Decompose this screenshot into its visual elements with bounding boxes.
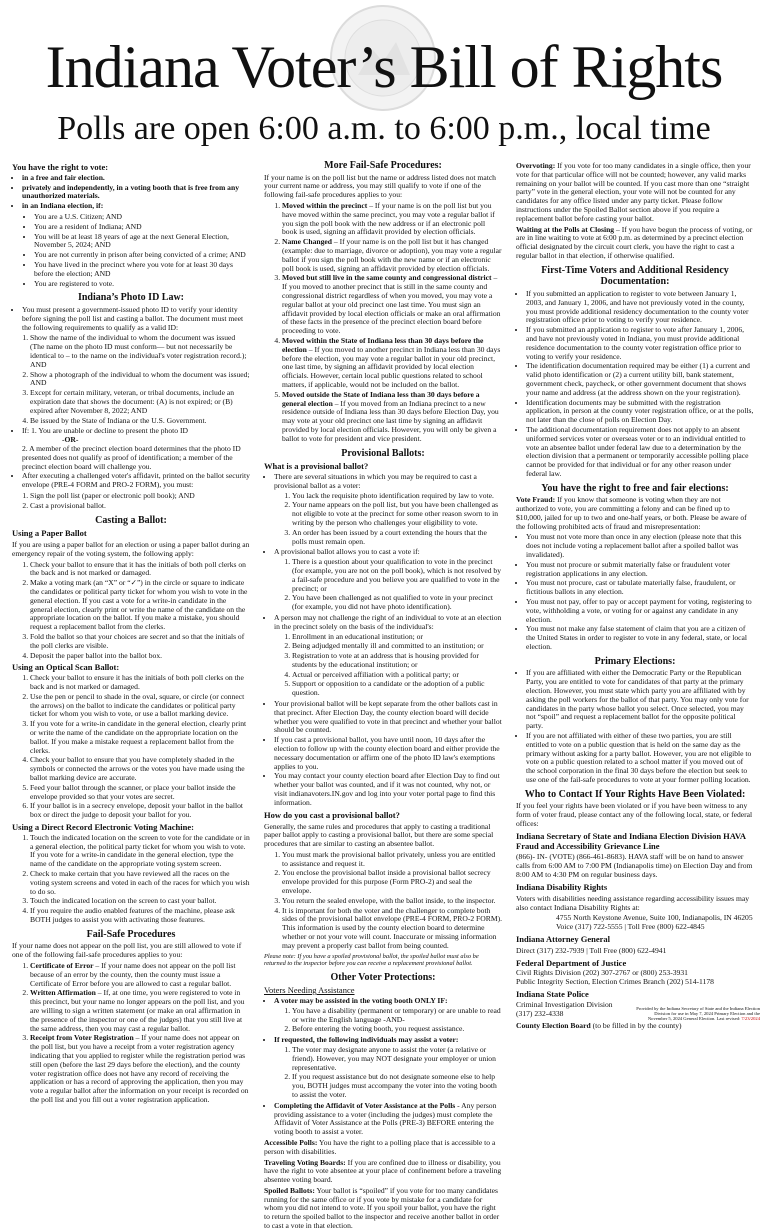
primary-elections-list bbox=[516, 669, 754, 784]
traveling-boards bbox=[264, 1159, 502, 1185]
column-middle bbox=[264, 160, 502, 1231]
item-label: Name Changed bbox=[282, 237, 332, 247]
free-fair-heading: You have the right to free and fair elections: bbox=[541, 482, 729, 494]
dre-heading: Using a Direct Record Electronic Voting Machine: bbox=[12, 821, 194, 832]
list-item: 4. Be issued by the State of Indiana or the U.S. Government. bbox=[30, 417, 250, 426]
list-item: • If you are not affiliated with either of these two parties, you are still entitled to vote on a public question that is held on the same day as the primary without asking for a party ballot. However, you are not eligible to vote on a public question related to a school matter if you moved out of the school corporation in the final 30 days before the election but seek to use one of the fail-safe procedures to vote at your former polling location. bbox=[526, 732, 754, 785]
list-item: 2. If you request assistance but do not designate someone else to help you, BOTH judges must accompany the voter into the voting booth to assist the voter. bbox=[292, 1073, 502, 1099]
disability-rights-phone: Voice (317) 722-5555 | Toll Free (800) 622-4845 bbox=[556, 922, 705, 932]
item-label: Moved outside the State of Indiana less than 30 days before a general election bbox=[282, 389, 480, 408]
item-text: Your ballot is “spoiled” if you vote for too many candidates running for the same office or if you vote by mistake for a candidate for whom you did not intend to vote. If you spoil your ballot, you have the right to return the spoiled ballot to the inspector and receive another ballot in order to cast a vote in that election. bbox=[264, 1185, 500, 1231]
poll-hours-subtitle: Polls are open 6:00 a.m. to 6:00 p.m., local time bbox=[57, 110, 711, 147]
or-text: -OR- bbox=[62, 435, 79, 445]
paper-ballot-list bbox=[12, 561, 250, 661]
list-item bbox=[274, 997, 502, 1034]
item-label: County Election Board bbox=[516, 1021, 591, 1031]
list-item: • You will be at least 18 years of age at the next General Election, November 5, 2024; AND bbox=[34, 233, 250, 251]
doj-heading: Federal Department of Justice bbox=[516, 957, 627, 968]
item-label: Written Affirmation bbox=[30, 988, 96, 998]
list-item: • You are not currently in prison after being convicted of a crime; AND bbox=[34, 251, 250, 260]
provisional-challenge bbox=[274, 633, 502, 699]
list-item: 4. Actual or perceived affiliation with a political party; or bbox=[292, 671, 502, 680]
item-text: – If you moved from an Indiana precinct to a new residence outside of Indiana less than 30 days before Election Day, you may vote at your old precinct one last time by signing an affidavit provided by local election officials. However, you will only be given a ballot to vote for president and vice president. bbox=[282, 398, 499, 443]
assistance-sublist bbox=[274, 1007, 502, 1034]
list-item: 2. Your name appears on the poll list, but you have been challenged as not eligible to vote at the precinct for some other reason sworn to in writing by the person who challenges your eligibility to vote. bbox=[292, 501, 502, 527]
list-item: 1. The voter may designate anyone to assist the voter (a relative or friend). However, you may NOT designate your employer or union representative. bbox=[292, 1046, 502, 1072]
first-time-voters-list bbox=[516, 290, 754, 479]
list-item bbox=[30, 1034, 250, 1104]
provisional-reasons bbox=[274, 492, 502, 547]
vote-fraud-list bbox=[516, 533, 754, 651]
assistance-heading: Voters Needing Assistance bbox=[264, 985, 355, 996]
list-item: 3. Touch the indicated location on the screen to cast your ballot. bbox=[30, 897, 250, 906]
list-item: • You must not procure, cast or tabulate materially false, fraudulent, or fictitious ballots in any election. bbox=[526, 579, 754, 597]
provisional-allowed bbox=[274, 558, 502, 612]
item-label: Receipt from Voter Registration bbox=[30, 1033, 134, 1043]
column-left bbox=[12, 160, 250, 1104]
optical-scan-heading: Using an Optical Scan Ballot: bbox=[12, 662, 120, 673]
how-cast-note: Please note: If you have a spoiled provisional ballot, the spoiled ballot must also be returned to the inspector before you can receive a replacement provisional ballot. bbox=[264, 952, 479, 968]
list-item: 4. Check your ballot to ensure that you have completely shaded in the symbols or connected the arrows or the votes you have made using the ballot marking device are accurate. bbox=[30, 756, 250, 782]
list-item: • You have lived in the precinct where you vote for at least 30 days before the election; AND bbox=[34, 261, 250, 279]
list-item: 1. Check your ballot to ensure that it has the initials of both poll clerks on the back and is not marked or damaged. bbox=[30, 561, 250, 579]
list-item: • You are registered to vote. bbox=[34, 280, 250, 289]
state-police-phone: (317) 232-4338 bbox=[516, 1008, 564, 1018]
item-text: – If you moved to another precinct that is still in the same county and congressional district regardless of when you moved, you may vote a regular ballot at your old precinct one last time. You must sign an affidavit provided by local election officials or make an oral affirmation of these facts in the presence of the precinct election board before proceeding to vote. bbox=[282, 273, 501, 336]
revision-date: 7/23/2024 bbox=[741, 1016, 760, 1022]
list-item: 3. Fold the ballot so that your choices are secret and so that the initials of the poll clerks are visible. bbox=[30, 633, 250, 651]
footer-line-3-text: November 5, 2024 General Election. Last revised: bbox=[647, 1016, 741, 1022]
item-label: Overvoting: bbox=[516, 161, 556, 170]
item-label: Moved within the State of Indiana less than 30 days before the election bbox=[282, 335, 484, 354]
disability-rights-text: Voters with disabilities needing assistance regarding accessibility issues may also contact Indiana Disability Rights at: bbox=[516, 893, 750, 912]
optical-scan-list bbox=[12, 674, 250, 820]
list-item: • You must not pay, offer to pay or accept payment for voting, registering to vote, withholding a vote, or voting for or against any candidate in any election. bbox=[526, 598, 754, 624]
photo-id-list bbox=[12, 306, 250, 332]
attorney-general-phone: Direct (317) 232-7939 | Toll Free (800) 622-4941 bbox=[516, 945, 667, 955]
list-item: • If you submitted an application to register to vote after January 1, 2006, and have not previously voted in Indiana, you must provide additional residence documentation to the county voter registration office prior to voting to verify your residence. bbox=[526, 326, 754, 361]
list-item: 1. There is a question about your qualification to vote in the precinct (for example, you are not on the poll book), which is not resolved by a fail-safe procedure and you believe you are qualified to vote in the precinct; or bbox=[292, 558, 502, 593]
sos-heading: Indiana Secretary of State and Indiana Election Division HAVA Fraud and Accessibility Grievance Line bbox=[516, 830, 746, 851]
overvoting bbox=[516, 162, 754, 224]
item-text: (to be filled in by the county) bbox=[590, 1021, 682, 1031]
list-item: 1. You lack the requisite photo identification required by law to vote. bbox=[292, 492, 502, 501]
right-to-vote-list bbox=[12, 174, 250, 211]
list-item: 4. If you require the audio enabled features of the machine, please ask BOTH judges to assist you with activating those features. bbox=[30, 907, 250, 925]
item-text: A person may not challenge the right of an individual to vote at an election in the precinct solely on the basis of the individual's: bbox=[274, 612, 502, 631]
item-label: Traveling Voting Boards: bbox=[264, 1157, 346, 1167]
list-item: • If you are affiliated with either the Democratic Party or the Republican Party, you are entitled to vote for candidates of that party at the primary election. However, you must state which party you are affiliated with by asking the poll workers for the ballot of that party. You may only vote for candidates in the party whose ballot you select. Once selected, you may not “spoil” and request a replacement ballot for the opposite political party. bbox=[526, 669, 754, 731]
list-item: 3. Registration to vote at an address that is housing provided for students by the educational institution; or bbox=[292, 652, 502, 670]
county-election-board bbox=[516, 1022, 754, 1031]
list-item: 6. If your ballot is in a secrecy envelope, deposit your ballot in the ballot box or direct the judge to deposit your ballot for you. bbox=[30, 802, 250, 820]
list-item: 2. You enclose the provisional ballot inside a provisional ballot secrecy envelope provided for this purpose (Form PRO-2) and seal the envelope. bbox=[282, 869, 502, 895]
more-fail-safe-heading: More Fail-Safe Procedures: bbox=[324, 160, 442, 171]
item-text: – If your name does not appear on the poll list, but you have a receipt from a voter registration agency indicating that you applied to register while the registration period was still open (before the last 29 days before the election), and the county voter registration office does not have any record of receiving the application or has a record of approving the application, then you may vote a regular ballot after the information on your receipt is recorded on the poll list and you fill out a voter registration application. bbox=[30, 1033, 249, 1104]
photo-id-heading: Indiana’s Photo ID Law: bbox=[77, 292, 185, 304]
footer-line-2: Division for use in May 7, 2024 Primary Election and the bbox=[654, 1011, 760, 1017]
how-cast-heading: How do you cast a provisional ballot? bbox=[264, 809, 400, 820]
fail-safe-intro: If your name does not appear on the poll list, you are still allowed to vote if one of the following fail-safe procedures applies to you: bbox=[12, 941, 242, 960]
item-text: You have the right to a polling place that is accessible to a person with disabilities. bbox=[264, 1137, 496, 1156]
item-label: Moved but still live in the same county and congressional district bbox=[282, 273, 492, 283]
right-to-vote-heading: You have the right to vote: bbox=[12, 162, 109, 172]
list-item bbox=[30, 989, 250, 1033]
list-item: 2. You have been challenged as not qualified to vote in your precinct (for example, you did not have photo identification). bbox=[292, 594, 502, 612]
casting-ballot-heading: Casting a Ballot: bbox=[95, 514, 167, 526]
list-item: 1. Show the name of the individual to whom the document was issued (The name on the photo ID must conform— but not necessarily be identical to – to the name on the individual's voter registration record.); AND bbox=[30, 334, 250, 369]
item-text: If you are confined due to illness or disability, you have the right to vote absentee at your place of confinement before a traveling absentee voting board. bbox=[264, 1157, 502, 1185]
disability-rights-heading: Indiana Disability Rights bbox=[516, 881, 608, 892]
more-fail-safe-intro: If your name is on the poll list but the name or address listed does not match your current name or address, you may still qualify to vote if one of the following fail-safe procedures applies to you: bbox=[264, 172, 496, 200]
item-label: Accessible Polls: bbox=[264, 1137, 318, 1147]
paper-ballot-intro: If you are using a paper ballot for an election or using a paper ballot during an emergency repair of the voting system, the following apply: bbox=[12, 540, 250, 558]
item-text: – If your name is on the poll list but you have moved within the same precinct, you may vote a regular ballot if you sign the poll book with the new address or if an electronic poll book is used, signing an affidavit provided by election officials. bbox=[282, 200, 495, 237]
item-label: Completing the Affidavit of Voter Assistance at the Polls bbox=[274, 1100, 456, 1110]
photo-id-requirements bbox=[12, 334, 250, 425]
disability-rights-address: 4755 North Keystone Avenue, Suite 100, Indianapolis, IN 46205 bbox=[556, 913, 753, 923]
item-label: Spoiled Ballots: bbox=[264, 1185, 315, 1195]
doj-public-integrity: Public Integrity Section, Election Crimes Branch (202) 514-1178 bbox=[516, 977, 714, 987]
doj-civil-rights: Civil Rights Division (202) 307-2767 or (800) 253-3931 bbox=[516, 968, 688, 978]
accessible-polls bbox=[264, 1139, 502, 1157]
waiting-at-closing bbox=[516, 226, 754, 261]
list-item: 3. Except for certain military, veteran, or tribal documents, include an expiration date that shows the document: (A) is not expired; or (B) expired after November 8, 2022; AND bbox=[30, 389, 250, 415]
item-label: If requested, the following individuals may assist a voter: bbox=[274, 1035, 459, 1045]
list-item: • Your provisional ballot will be kept separate from the other ballots cast in that precinct. After Election Day, the county election board will decide whether you were qualified to vote in that precinct and whether your ballot should be counted. bbox=[274, 700, 502, 735]
item-text: If you vote for too many candidates in a single office, then your vote for that particular office will not be counted; however, any valid marks remaining on your ballot will be counted. If you cast more than one “straight party” vote in the general election, your vote will not be counted for any candidates for any office listed under any party ticket. Please follow instructions under the Spoiled Ballot section above if you require a replacement ballot before casting your ballot. bbox=[516, 161, 751, 223]
list-item: 5. Feed your ballot through the scanner, or place your ballot inside the envelope provided so that your votes are secret. bbox=[30, 784, 250, 802]
page-title: Indiana Voter’s Bill of Rights bbox=[45, 34, 723, 100]
list-item: 1. Enrollment in an educational institution; or bbox=[292, 633, 502, 642]
item-text: – If your name does not appear on the poll list because of an error by the county, then the county must issue a Certificate of Error before you are allowed to cast a regular ballot. bbox=[30, 960, 236, 988]
affidavit-list bbox=[12, 492, 250, 511]
item-label: Certificate of Error bbox=[30, 960, 94, 970]
list-item: • If you submitted an application to register to vote between January 1, 2003, and January 1, 2006, and have not previously voted in the county, you must provide additional residency documentation to the county voter registration office prior to voting to verify your residence. bbox=[526, 290, 754, 325]
list-item: 2. Show a photograph of the individual to whom the document was issued; AND bbox=[30, 371, 250, 389]
photo-id-unable-list bbox=[12, 427, 250, 490]
provisional-list bbox=[264, 473, 502, 808]
list-item: • You are a U.S. Citizen; AND bbox=[34, 213, 250, 222]
list-item bbox=[282, 274, 502, 336]
list-item: 3. You return the sealed envelope, with the ballot inside, to the inspector. bbox=[282, 897, 502, 906]
unable-text: If: 1. You are unable or decline to present the photo ID bbox=[22, 426, 188, 436]
state-police-division: Criminal Investigation Division bbox=[516, 999, 613, 1009]
list-item bbox=[274, 548, 502, 612]
state-police-heading: Indiana State Police bbox=[516, 989, 589, 1000]
list-item: • in an Indiana election, if: bbox=[22, 202, 250, 211]
list-item: 2. Check to make certain that you have reviewed all the races on the voting system screens and voted in each of the races for which you wish to do so. bbox=[30, 870, 250, 896]
list-item: • After executing a challenged voter's affidavit, printed on the ballot security envelope (PRE-4 FORM and PRO-2 FORM), you must: bbox=[22, 472, 250, 490]
contact-intro: If you feel your rights have been violated or if you have been witness to any form of voter fraud, please contact any of the following local, state, or federal offices: bbox=[516, 801, 753, 828]
item-label: A voter may be assisted in the voting booth ONLY IF: bbox=[274, 995, 448, 1005]
list-item: • You may contact your county election board after Election Day to find out whether your ballot was counted, and if it was not counted, why not, or visit indianavoters.IN.gov and log into your voter portal page to find this information. bbox=[274, 772, 502, 807]
footer-line-1: Provided by the Indiana Secretary of State and the Indiana Election bbox=[636, 1006, 760, 1011]
contact-heading: Who to Contact If Your Rights Have Been Violated: bbox=[524, 788, 746, 800]
item-label: Waiting at the Polls at Closing bbox=[516, 224, 615, 234]
sos-text: (866)- IN- (VOTE) (866-461-8683). HAVA staff will be on hand to answer calls from 6:00 AM to 7:00 PM (Indianapolis time) on Election Day and from 8:00 AM to 4:30 PM on regular business days. bbox=[516, 852, 753, 880]
how-cast-list bbox=[264, 851, 502, 951]
item-text: – If, at one time, you were registered to vote in this precinct, but your name no longer appears on the poll list, and you are willing to sign a written statement (or make an oral affirmation in the presence of the inspector or one of the judges) that you still live at the same address, then you may cast a regular ballot. bbox=[30, 988, 245, 1033]
list-item: • privately and independently, in a voting booth that is free from any unauthorized materials. bbox=[22, 184, 250, 202]
list-item: 1. You have a disability (permanent or temporary) or are unable to read or write the English language -AND- bbox=[292, 1007, 502, 1025]
dre-list bbox=[12, 834, 250, 925]
list-item: 2. Being adjudged mentally ill and committed to an institution; or bbox=[292, 642, 502, 651]
list-item: • Identification documents may be submitted with the registration application, in person at the county voter registration office, or at the polls, not later than the close of polls on Election Day. bbox=[526, 399, 754, 425]
provisional-what-heading: What is a provisional ballot? bbox=[264, 461, 369, 472]
list-item: 1. Touch the indicated location on the screen to vote for the candidate or in a general election, the political party ticket for whom you wish to vote. If you vote for a write-in candidate in the general election, type the name of the candidate on the appropriate voting system screen. bbox=[30, 834, 250, 869]
list-item bbox=[282, 238, 502, 273]
item-label: Vote Fraud: bbox=[516, 495, 556, 505]
list-item bbox=[274, 1036, 502, 1100]
fail-safe-heading: Fail-Safe Procedures bbox=[86, 928, 176, 940]
item-text: - Any person providing assistance to a voter (including the judges) must complete the Affidavit of Voter Assistance at the Polls (PRE-3) BEFORE entering the voting booth to assist a voter. bbox=[274, 1100, 497, 1137]
item-text: – If you moved to another precinct in Indiana less than 30 days before the election, you may vote a regular ballot in your old precinct, one last time, by signing an affidavit provided by local election officials. However, certain local public questions related to school matters, if applicable, would not be included on the ballot. bbox=[282, 344, 501, 389]
paper-ballot-heading: Using a Paper Ballot bbox=[12, 528, 87, 539]
list-item: • in a free and fair election. bbox=[22, 174, 250, 183]
list-item: 3. An order has been issued by a court extending the hours that the polls must remain open. bbox=[292, 529, 502, 547]
item-text: A provisional ballot allows you to cast a vote if: bbox=[274, 547, 420, 557]
assistance-sublist bbox=[274, 1046, 502, 1100]
list-item: 4. Deposit the paper ballot into the ballot box. bbox=[30, 652, 250, 661]
list-item: 2. Make a voting mark (an “X” or “✓”) in the circle or square to indicate the candidates or political party ticket for whom you wish to vote in the general election. If you cast a vote for a write-in candidate in the general election, clearly print or write the name of the candidate on the appropriate location on the ballot. If you make a mistake, you should request a replacement ballot from the clerks. bbox=[30, 579, 250, 632]
assistance-list bbox=[264, 997, 502, 1137]
list-item: • You must not procure or submit materially false or fraudulent voter registration applications in any election. bbox=[526, 561, 754, 579]
spoiled-ballots bbox=[264, 1187, 502, 1231]
list-item bbox=[282, 202, 502, 237]
list-item: 1. You must mark the provisional ballot privately, unless you are entitled to assistance and request it. bbox=[282, 851, 502, 869]
list-item: 1. Sign the poll list (paper or electronic poll book); AND bbox=[30, 492, 250, 501]
list-item: 2. Use the pen or pencil to shade in the oval, square, or circle (or connect the arrows) on the ballot to indicate the candidates or political party ticket for whom you wish to vote, or use a ballot marking device. bbox=[30, 693, 250, 719]
first-time-voters-heading: First-Time Voters and Additional Residency Documentation: bbox=[541, 264, 729, 288]
list-item bbox=[274, 614, 502, 698]
list-item bbox=[22, 427, 250, 471]
item-text: There are several situations in which you may be required to cast a provisional ballot as a voter: bbox=[274, 471, 477, 490]
list-item: 3. If you vote for a write-in candidate in the general election, clearly print or write the name of the candidate on the appropriate location on the ballot. If you make a mistake request a replacement ballot from the clerks. bbox=[30, 720, 250, 755]
item-text: If you know that someone is voting when they are not authorized to vote, you are committing a felony and can be fined up to $10,000, jailed for up to two and one-half years, or both. Please be aware of the following prohibited acts of fraud and misrepresentation: bbox=[516, 495, 747, 531]
list-item bbox=[274, 1102, 502, 1137]
list-item: • The additional documentation requirement does not apply to an absent uniformed services voter or overseas voter or to an individual entitled to vote an absentee ballot under federal law due to a determination by the election division that a permanent or temporarily accessible polling place cannot be provided for that individual or for any other reason under federal law. bbox=[526, 426, 754, 479]
fail-safe-list bbox=[12, 962, 250, 1105]
list-item: • You must not vote more than once in any election (please note that this does not include voting a replacement ballot after a spoiled ballot was invalidated). bbox=[526, 533, 754, 559]
item-text: – If your name is on the poll list but it has changed (example: due to marriage, divorce or adoption), you may vote a regular ballot if you sign the poll book with the new name or if an electronic poll book is used, signing an affidavit provided by election officials. bbox=[282, 237, 502, 273]
item-label: Moved within the precinct bbox=[282, 200, 368, 210]
list-item: • You are a resident of Indiana; AND bbox=[34, 223, 250, 232]
list-item bbox=[282, 337, 502, 390]
list-item: 2. Before entering the voting booth, you request assistance. bbox=[292, 1025, 502, 1034]
list-item bbox=[30, 962, 250, 988]
more-fail-safe-list bbox=[264, 202, 502, 444]
primary-elections-heading: Primary Elections: bbox=[594, 655, 676, 667]
attorney-general-heading: Indiana Attorney General bbox=[516, 933, 610, 944]
list-item: • The identification documentation required may be either (1) a current and valid photo identification or (2) a current utility bill, bank statement, government check, paycheck, or other government document that shows your name and address (at the address shown on the your registration). bbox=[526, 362, 754, 397]
footer-note bbox=[600, 1006, 760, 1021]
unable-text-2: 2. A member of the precinct election board determines that the photo ID presented does not qualify as proof of identification; a member of the precinct election board will challenge you. bbox=[22, 443, 241, 471]
list-item: • You must present a government-issued photo ID to verify your identity before signing the poll list and casting a ballot. The document must meet the following requirements to qualify as a valid ID: bbox=[22, 306, 250, 332]
footer-line-3 bbox=[600, 1016, 760, 1021]
vote-fraud bbox=[516, 496, 754, 531]
list-item: 2. Cast a provisional ballot. bbox=[30, 502, 250, 511]
how-cast-intro: Generally, the same rules and procedures that apply to casting a traditional paper ballot apply to casting a provisional ballot, but there are some special procedures that are similar to casting an absentee ballot. bbox=[264, 821, 494, 849]
list-item: 1. Check your ballot to ensure it has the initials of both poll clerks on the back and is not marked or damaged. bbox=[30, 674, 250, 692]
list-item bbox=[274, 473, 502, 546]
list-item: • You must not make any false statement of claim that you are a citizen of the United States in order to register to vote in any federal, state, or local election. bbox=[526, 625, 754, 651]
eligibility-list bbox=[12, 213, 250, 288]
list-item: • If you cast a provisional ballot, you have until noon, 10 days after the election to follow up with the county election board and either provide the necessary documentation or affirm one of the photo ID law's exemptions applies to you. bbox=[274, 736, 502, 771]
item-text: – If you have begun the process of voting, or are in line waiting to vote at 6:00 p.m. as determined by a precinct election official designated by the circuit court clerk, you have the right to cast a regular ballot in that election, if otherwise qualified. bbox=[516, 224, 753, 260]
other-protections-heading: Other Voter Protections: bbox=[330, 971, 436, 983]
list-item: 4. It is important for both the voter and the challenger to complete both sides of the provisional ballot envelope (PRE-4 FORM, PRO-2 FORM). This information is used by the county election board to determine whether or not your vote will count. Inaccurate or missing information may prevent a properly cast ballot from being counted. bbox=[282, 907, 502, 951]
list-item: 5. Support or opposition to a candidate or the adoption of a public question. bbox=[292, 680, 502, 698]
provisional-heading: Provisional Ballots: bbox=[341, 447, 425, 459]
list-item bbox=[282, 391, 502, 444]
